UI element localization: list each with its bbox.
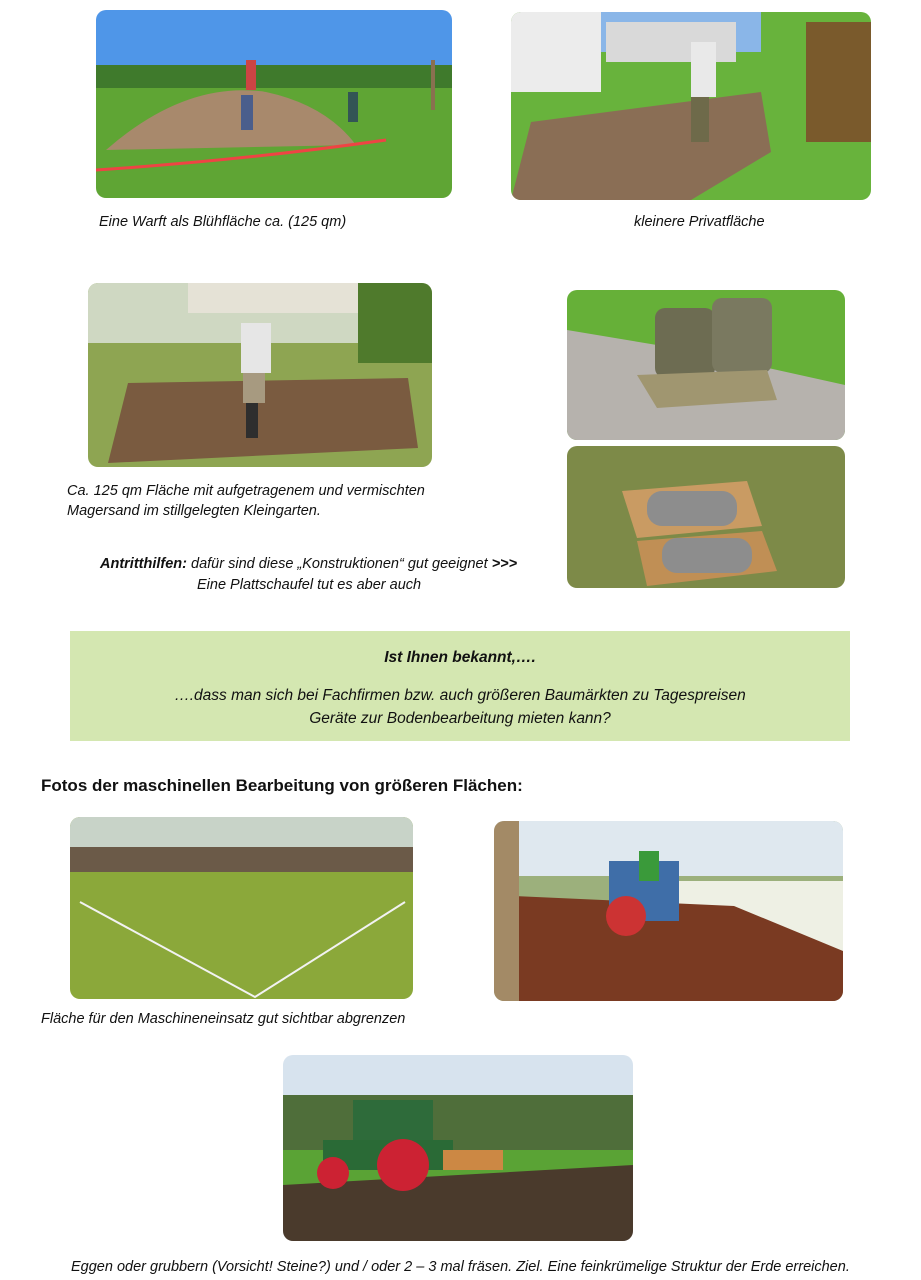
photo-traktor-pflug (494, 821, 843, 1001)
photo-kleingarten (88, 283, 432, 467)
photo-icon (567, 446, 845, 588)
caption-warft: Eine Warft als Blühfläche ca. (125 qm) (99, 214, 347, 230)
info-box-line2: Geräte zur Bodenbearbeitung mieten kann? (309, 710, 611, 727)
caption-kleingarten-line1: Ca. 125 qm Fläche mit aufgetragenem und vermischten (67, 483, 425, 499)
antritthilfen-label: Antritthilfen: (100, 556, 187, 572)
photo-icon (511, 12, 871, 200)
photo-flaeche-abgegrenzt (70, 817, 413, 999)
caption-privatflaeche: kleinere Privatfläche (634, 214, 765, 230)
photo-privatflaeche (511, 12, 871, 200)
photo-warft (96, 10, 452, 198)
photo-traktor-fraese (283, 1055, 633, 1241)
photo-antritthilfe-bretter (567, 446, 845, 588)
photo-icon (283, 1055, 633, 1241)
caption-antritthilfen (100, 554, 517, 574)
photo-icon (494, 821, 843, 1001)
photo-icon (88, 283, 432, 467)
section-heading: Fotos der maschinellen Bearbeitung von größeren Flächen: (41, 776, 523, 795)
info-box-heading: Ist Ihnen bekannt,…. (384, 649, 536, 666)
info-box (70, 631, 850, 741)
photo-antritthilfe-stiefel (567, 290, 845, 440)
photo-icon (96, 10, 452, 198)
caption-abgrenzen: Fläche für den Maschineneinsatz gut sichtbar abgrenzen (41, 1011, 406, 1027)
caption-kleingarten-line2: Magersand im stillgelegten Kleingarten. (67, 503, 321, 519)
info-box-line1: ….dass man sich bei Fachfirmen bzw. auch größeren Baumärkten zu Tagespreisen (174, 687, 746, 704)
photo-icon (567, 290, 845, 440)
arrow-right-icon: >>> (491, 556, 518, 572)
caption-plattschaufel: Eine Plattschaufel tut es aber auch (197, 577, 422, 593)
antritthilfen-text: dafür sind diese „Konstruktionen“ gut geeignet (186, 556, 492, 572)
photo-icon (70, 817, 413, 999)
caption-eggen: Eggen oder grubbern (Vorsicht! Steine?) und / oder 2 – 3 mal fräsen. Ziel. Eine feinkrümelige Struktur der Erde erreichen. (71, 1259, 850, 1275)
